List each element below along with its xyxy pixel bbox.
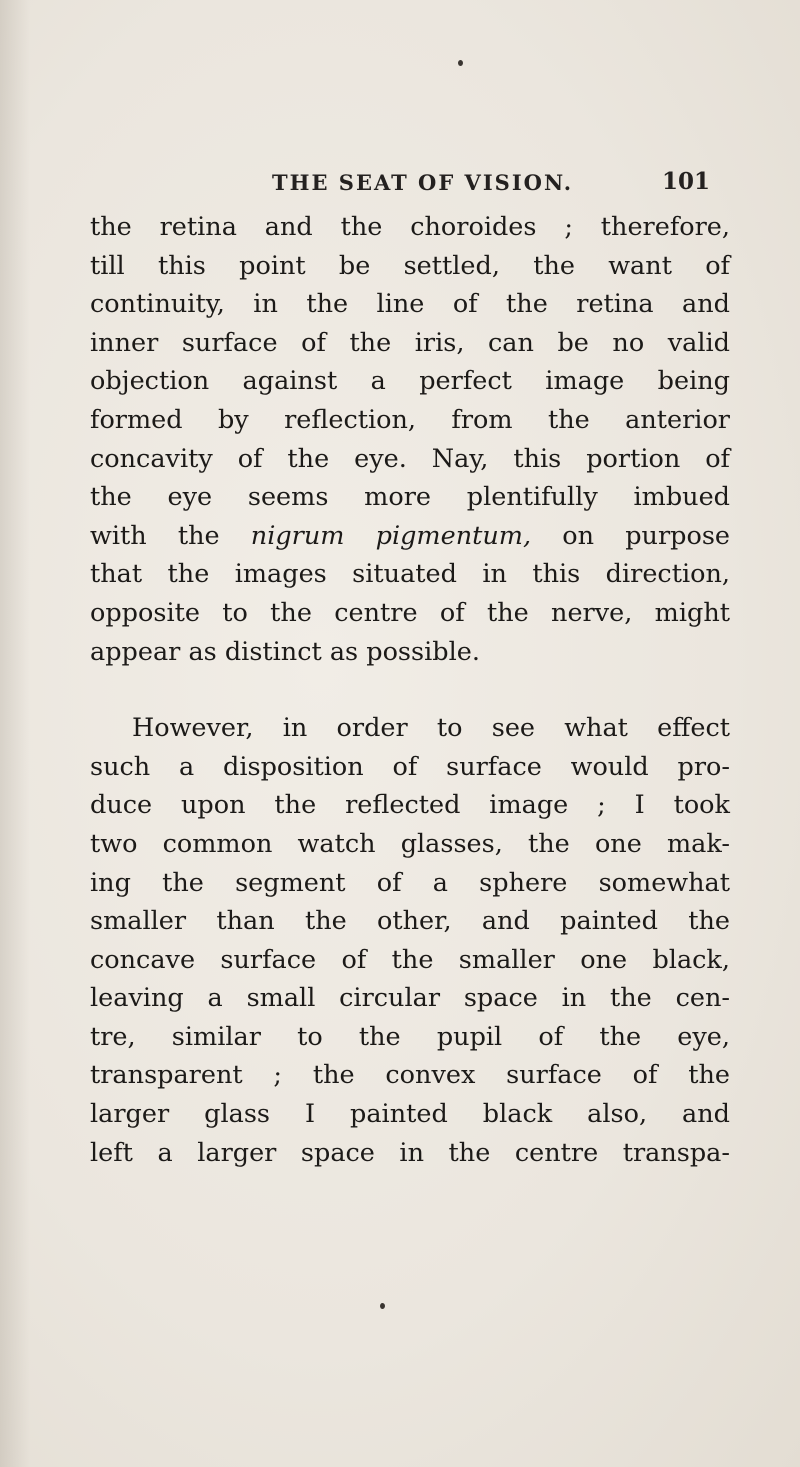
text-line-italic-phrase [90, 517, 730, 556]
text-line: left a larger space in the centre transpa- [90, 1137, 730, 1168]
text-line: the retina and the choroides ; therefore, [90, 212, 730, 242]
text-line: appear as distinct as possible. [90, 636, 480, 667]
text-line: objection against a perfect image being [90, 366, 730, 397]
text-line: formed by reflection, from the anterior [90, 404, 730, 435]
paragraph-gap [90, 671, 730, 709]
text-line: that the images situated in this direction, [90, 559, 730, 590]
text-line: concave surface of the smaller one black, [90, 944, 730, 975]
text-line: opposite to the centre of the nerve, might [90, 597, 730, 628]
text-line: tre, similar to the pupil of the eye, [90, 1021, 730, 1052]
text-line: till this point be settled, the want of [90, 250, 730, 281]
text-line: concavity of the eye. Nay, this portion of [90, 443, 730, 474]
text-line: transparent ; the convex surface of the [90, 1060, 730, 1091]
text-fragment: on purpose [531, 520, 730, 551]
spine-shadow [0, 0, 30, 1467]
text-line: such a disposition of surface would pro- [90, 751, 730, 782]
text-line: larger glass I painted black also, and [90, 1099, 730, 1130]
text-line: leaving a small circular space in the cen- [90, 983, 730, 1014]
text-line: the eye seems more plentifully imbued [90, 482, 730, 513]
text-line: inner surface of the iris, can be no valid [90, 327, 730, 358]
text-line: two common watch glasses, the one mak- [90, 828, 730, 859]
text-line: continuity, in the line of the retina and [90, 289, 730, 320]
ink-speck [458, 60, 463, 66]
text-line: smaller than the other, and painted the [90, 906, 730, 937]
text-line: duce upon the reflected image ; I took [90, 790, 730, 821]
text-line: ing the segment of a sphere somewhat [90, 867, 730, 898]
ink-speck [380, 1303, 385, 1309]
text-line: However, in order to see what effect [132, 713, 730, 744]
page-number: 101 [662, 168, 711, 195]
running-head: THE SEAT OF VISION. [272, 170, 574, 195]
text-fragment: with the [90, 520, 251, 551]
body-text [90, 208, 730, 1172]
italic-latin-term: nigrum pigmentum, [250, 520, 532, 551]
